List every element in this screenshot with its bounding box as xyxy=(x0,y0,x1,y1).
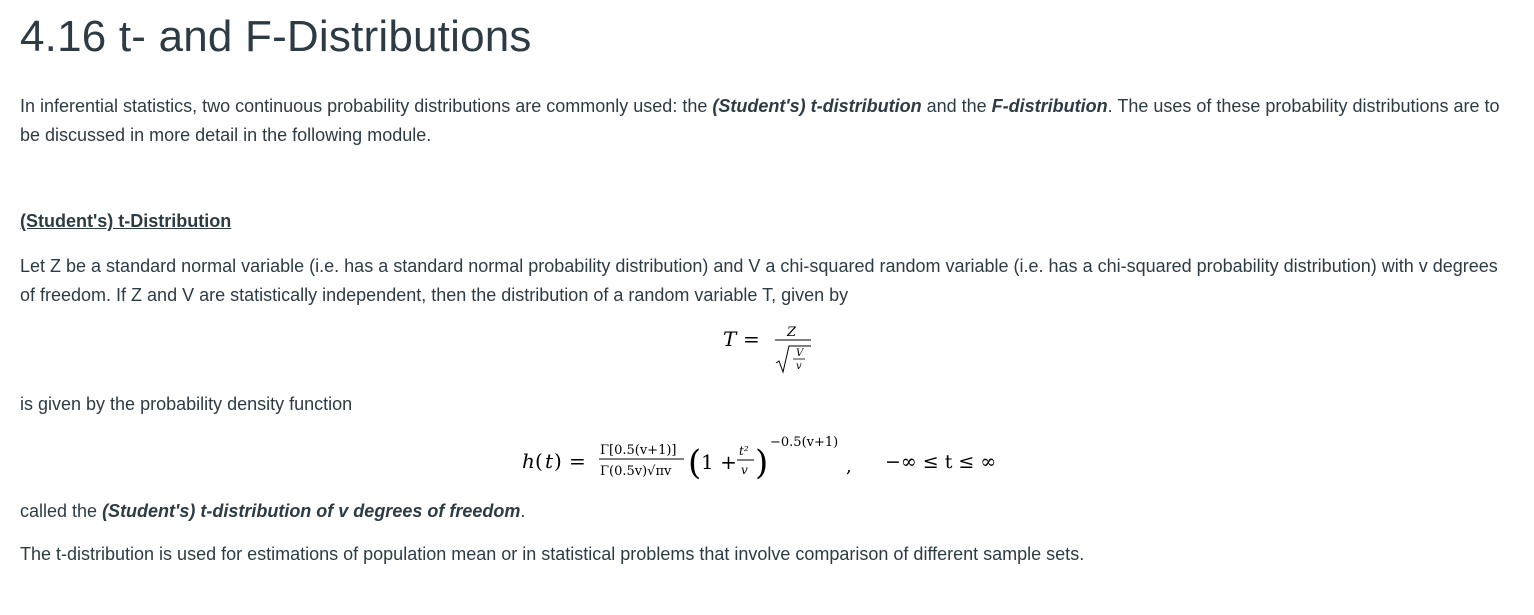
eq-h-close-paren: ) xyxy=(554,449,562,473)
eq-h-big-open-paren: ( xyxy=(688,443,702,483)
equation-t-definition xyxy=(705,322,815,378)
eq-t-inner-den: v xyxy=(796,361,802,372)
eq-h-denominator: Γ(0.5v)√πv xyxy=(600,464,672,479)
eq-h-exponent: −0.5(v+1) xyxy=(770,435,839,450)
eq-h-domain: −∞ ≤ t ≤ ∞ xyxy=(885,451,997,473)
eq-h-fn: h xyxy=(522,449,535,473)
pdf-intro-text: is given by the probability density function xyxy=(20,394,353,414)
eq-h-equals: = xyxy=(569,449,586,473)
intro-text-1: In inferential statistics, two continuous probability distributions are commonly used: the xyxy=(20,96,713,116)
intro-text-3: . The uses of these probability distributions are to be discussed in more detail in the following module. xyxy=(20,96,1500,145)
intro-text-2: and the xyxy=(921,96,992,116)
usage-paragraph: The t-distribution is used for estimations of population mean or in statistical problems that involve comparison of different sample sets. xyxy=(20,544,1085,564)
eq-h-inner-den: v xyxy=(741,463,748,477)
page-title: 4.16 t- and F-Distributions xyxy=(20,12,532,61)
eq-t-lhs: T xyxy=(723,327,737,351)
called-term: (Student's) t-distribution of v degrees of freedom xyxy=(102,501,521,521)
intro-term-f-distribution: F-distribution xyxy=(991,96,1108,116)
eq-h-big-close-paren: ) xyxy=(755,443,769,483)
called-prefix: called the xyxy=(20,501,103,521)
eq-h-open-paren: ( xyxy=(535,449,543,473)
eq-t-equals: = xyxy=(743,327,760,351)
eq-h-arg: t xyxy=(545,449,554,473)
eq-h-numerator: Γ[0.5(v+1)] xyxy=(600,443,677,458)
intro-term-t-distribution: (Student's) t-distribution xyxy=(712,96,922,116)
section-heading-text: (Student's) t-Distribution xyxy=(20,211,232,231)
intro-paragraph xyxy=(20,92,1514,150)
eq-h-comma: , xyxy=(846,456,852,477)
eq-t-inner-num: V xyxy=(796,348,804,359)
eq-t-numerator: Z xyxy=(787,325,797,340)
called-suffix: . xyxy=(520,501,526,521)
eq-h-inner-num: t² xyxy=(739,444,749,458)
equation-t-pdf xyxy=(502,428,1022,490)
eq-h-one-plus: 1 + xyxy=(701,450,737,474)
definition-paragraph: Let Z be a standard normal variable (i.e. has a standard normal probability distribution) and V a chi-squared random variable (i.e. has a chi-squared probability distribution) with v degrees of freedom. If Z and V are statistically independent, then the distribution of a random variable T, given by xyxy=(20,256,1498,305)
section-heading xyxy=(20,207,231,236)
called-paragraph xyxy=(20,497,525,526)
